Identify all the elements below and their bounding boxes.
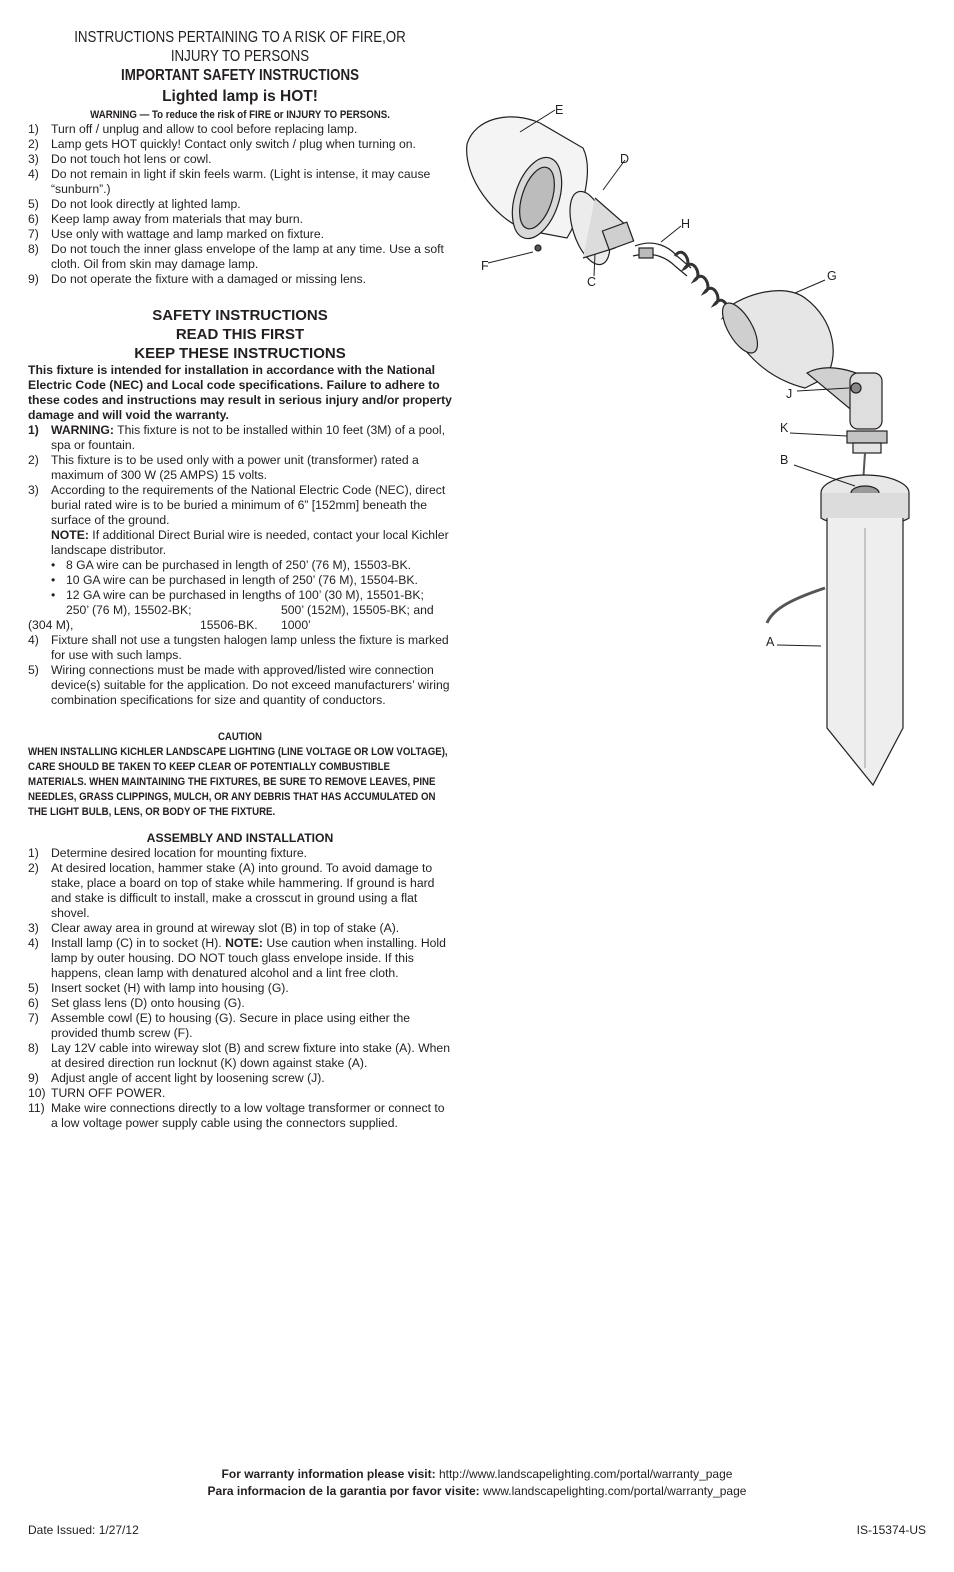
assembly-list xyxy=(28,846,452,1131)
note: NOTE: If additional Direct Burial wire is needed, contact your local Kichler landscape distributor. xyxy=(51,528,449,557)
list-item: 4) Install lamp (C) in to socket (H). NOTE: Use caution when installing. Hold lamp by outer housing. DO NOT touch glass envelope inside. If this happens, clean lamp with denatured alcohol and a lint free cloth. xyxy=(28,936,446,980)
caution-body: WHEN INSTALLING KICHLER LANDSCAPE LIGHTING (LINE VOLTAGE OR LOW VOLTAGE), CARE SHOULD BE TAKEN TO KEEP CLEAR OF POTENTIALLY COMBUSTIBLE MATERIALS. WHEN MAINTAINING THE FIXTURES, BE SURE TO REMOVE LEAVES, PINE NEEDLES, GRASS CLIPPINGS, MULCH, OR ANY DEBRIS THAT HAS ACCUMULATED ON THE LIGHT BULB, LENS, OR BODY OF THE FIXTURE. xyxy=(28,746,448,818)
list-item: 9) Adjust angle of accent light by loosening screw (J). xyxy=(28,1071,325,1085)
list-item: 10) TURN OFF POWER. xyxy=(28,1086,166,1100)
label-d: D xyxy=(620,152,630,166)
hot-heading: Lighted lamp is HOT! xyxy=(162,88,318,105)
list-item: 9) Do not operate the fixture with a damaged or missing lens. xyxy=(28,272,367,286)
label-c: C xyxy=(587,275,597,289)
cable-part xyxy=(767,588,825,623)
bullet-continuation: 250’ (76 M), 15502-BK; 500’ (152M), 15505-BK; and 1000’ xyxy=(66,603,434,632)
list-item: 3) Clear away area in ground at wireway slot (B) in top of stake (A). xyxy=(28,921,400,935)
list-item: 5) Wiring connections must be made with approved/listed wire connection device(s) suitable for the application. Do not exceed manufacturers’ wiring combination specifications for size and quantity of conductors. xyxy=(28,663,450,707)
list-item: 1) WARNING: This fixture is not to be installed within 10 feet (3M) of a pool, spa or fountain. xyxy=(28,423,446,452)
label-f: F xyxy=(481,259,489,273)
label-a: A xyxy=(766,635,775,649)
safety-heading-2: READ THIS FIRST xyxy=(175,326,305,343)
list-item: 7) Use only with wattage and lamp marked on fixture. xyxy=(28,227,324,241)
document-id: IS-15374-US xyxy=(856,1523,926,1537)
warranty-en-link[interactable]: http://www.landscapelighting.com/portal/warranty_page xyxy=(438,1467,733,1481)
list-item: 8) Lay 12V cable into wireway slot (B) and screw fixture into stake (A). When at desired direction run locknut (K) down against stake (A). xyxy=(28,1041,450,1070)
list-item: 4) Do not remain in light if skin feels warm. (Light is intense, it may cause “sunburn”.) xyxy=(28,167,431,196)
warranty-es-link[interactable]: www.landscapelighting.com/portal/warranty_page xyxy=(482,1484,747,1498)
list-item: 6) Keep lamp away from materials that may burn. xyxy=(28,212,303,226)
list-item: 2) This fixture is to be used only with a power unit (transformer) rated a maximum of 300 W (25 AMPS) 15 volts. xyxy=(28,453,419,482)
list-item: 6) Set glass lens (D) onto housing (G). xyxy=(28,996,245,1010)
cowl-part xyxy=(467,117,588,251)
important-heading: IMPORTANT SAFETY INSTRUCTIONS xyxy=(121,67,359,84)
label-b: B xyxy=(780,453,789,467)
label-j: J xyxy=(786,387,793,401)
list-item: 7) Assemble cowl (E) to housing (G). Secure in place using either the provided thumb screw (F). xyxy=(28,1011,411,1040)
fixture-diagram xyxy=(455,88,925,788)
bullet-item: • 8 GA wire can be purchased in length of 250’ (76 M), 15503-BK. xyxy=(51,558,412,572)
list-item: 3) According to the requirements of the National Electric Code (NEC), direct burial rated wire is to be buried a minimum of 6” [152mm] beneath the surface of the ground. xyxy=(28,483,446,527)
hot-list xyxy=(28,122,452,287)
label-h: H xyxy=(681,217,691,231)
list-item: 5) Insert socket (H) with lamp into housing (G). xyxy=(28,981,289,995)
safety-heading-1: SAFETY INSTRUCTIONS xyxy=(152,307,328,324)
knuckle-part xyxy=(850,373,882,429)
label-k: K xyxy=(780,421,789,435)
page-title: INSTRUCTIONS PERTAINING TO A RISK OF FIRE,OR INJURY TO PERSONS xyxy=(74,29,406,65)
list-item: 1) Turn off / unplug and allow to cool before replacing lamp. xyxy=(28,122,358,136)
bullet-item: • 12 GA wire can be purchased in lengths of 100’ (30 M), 15501-BK; xyxy=(51,588,424,602)
lens-part xyxy=(562,187,634,270)
safety-list xyxy=(28,423,452,528)
list-item: 2) At desired location, hammer stake (A) into ground. To avoid damage to stake, place a board on top of stake while hammering. If ground is hard and stake is difficult to install, make a crosscut in ground using a flat shovel. xyxy=(28,861,435,920)
label-g: G xyxy=(827,269,837,283)
label-e: E xyxy=(555,103,564,117)
list-item: 3) Do not touch hot lens or cowl. xyxy=(28,152,212,166)
warranty-en: For warranty information please visit: http://www.landscapelighting.com/portal/warranty_page xyxy=(221,1467,733,1481)
warranty-es: Para informacion de la garantia por favor visite: www.landscapelighting.com/portal/warranty_page xyxy=(207,1484,747,1498)
caution-heading: CAUTION xyxy=(217,731,263,743)
list-item: 4) Fixture shall not use a tungsten halogen lamp unless the fixture is marked for use with such lamps. xyxy=(28,633,449,662)
list-item: 11) Make wire connections directly to a low voltage transformer or connect to a low voltage power supply cable using the connectors supplied. xyxy=(28,1101,445,1130)
assembly-heading: ASSEMBLY AND INSTALLATION xyxy=(146,831,334,845)
locknut-part xyxy=(847,431,887,453)
stake-part xyxy=(821,475,909,785)
safety-list-cont xyxy=(28,633,452,708)
warning-line: WARNING — To reduce the risk of FIRE or INJURY TO PERSONS. xyxy=(90,109,390,121)
list-item: 2) Lamp gets HOT quickly! Contact only switch / plug when turning on. xyxy=(28,137,416,151)
list-item: 1) Determine desired location for mounting fixture. xyxy=(28,846,308,860)
bullet-continuation: (304 M), 15506-BK. xyxy=(28,618,258,632)
date-issued: Date Issued: 1/27/12 xyxy=(28,1523,139,1537)
list-item: 5) Do not look directly at lighted lamp. xyxy=(28,197,241,211)
instructions-column xyxy=(28,28,452,1131)
safety-heading-3: KEEP THESE INSTRUCTIONS xyxy=(134,345,346,362)
bullet-item: • 10 GA wire can be purchased in length of 250’ (76 M), 15504-BK. xyxy=(51,573,418,587)
list-item: 8) Do not touch the inner glass envelope of the lamp at any time. Use a soft cloth. Oil from skin may damage lamp. xyxy=(28,242,444,271)
safety-intro: This fixture is intended for installation in accordance with the National Electric Code (NEC) and Local code specifications. Failure to adhere to these codes and instructions may result in serious injury and/or property damage and will void the warranty. xyxy=(28,363,452,422)
